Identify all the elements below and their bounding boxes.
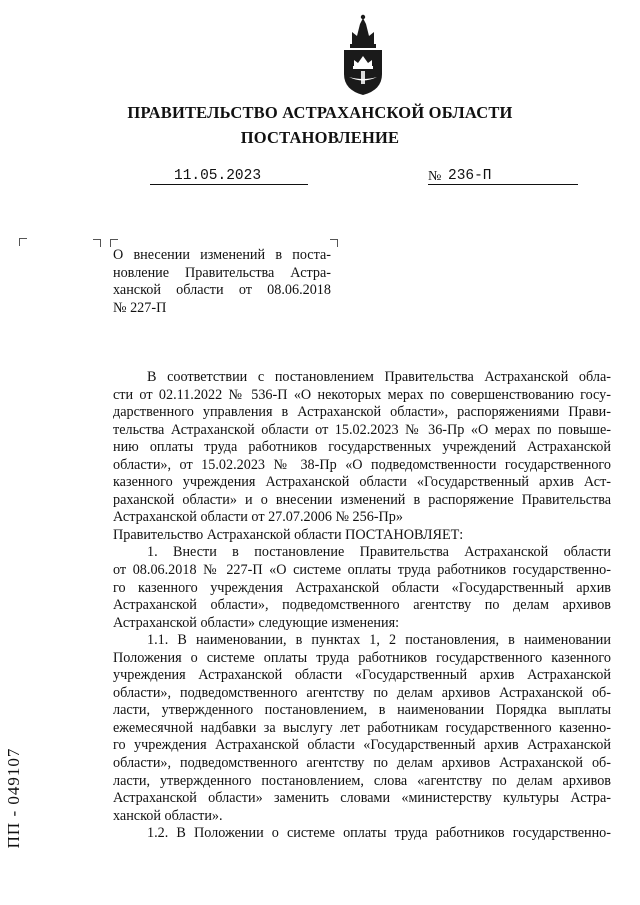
body-line: казенного учреждения Астраханской области «Государственный архив Аст- bbox=[113, 474, 611, 491]
body-line: области», подведомственного агентству по делам архивов Астраханской об- bbox=[113, 684, 611, 701]
side-serial-number bbox=[0, 728, 28, 868]
subject-line: О внесении изменений в поста- bbox=[113, 247, 331, 263]
number-underline bbox=[428, 184, 578, 185]
corner-mark bbox=[330, 239, 338, 247]
body-line: Астраханской области» заменить словами «министерству культуры Астра- bbox=[113, 790, 611, 807]
document-date: 11.05.2023 bbox=[174, 168, 262, 184]
body-line: го казенного учреждения Астраханской области «Государственный архив bbox=[113, 579, 611, 596]
corner-mark bbox=[19, 238, 27, 246]
number-label: № bbox=[428, 169, 442, 184]
body-line: 1. Внести в постановление Правительства Астраханской области bbox=[147, 544, 611, 561]
subject-line: ханской области от 08.06.2018 bbox=[113, 282, 331, 299]
body-line: Астраханской области», подведомственного агентству по делам архивов bbox=[113, 597, 611, 614]
body-line: го учреждения Астраханской области «Государственный архив Астраханской bbox=[113, 737, 611, 754]
document-number: 236-П bbox=[448, 168, 492, 184]
body-line: области», подведомственного агентству по делам архивов Астраханской об- bbox=[113, 755, 611, 772]
body-line: Положения о системе оплаты труда работников государственного казенного bbox=[113, 649, 611, 666]
body-line: 1.1. В наименовании, в пунктах 1, 2 постановления, в наименовании bbox=[147, 632, 611, 649]
body-line: ласти, утвержденного постановлением, в наименовании Порядка выплаты bbox=[113, 702, 611, 719]
body-line: сти от 02.11.2022 № 536-П «О некоторых мерах по совершенствованию госу- bbox=[113, 386, 611, 403]
coat-of-arms-emblem bbox=[340, 14, 386, 96]
body-line: тельства Астраханской области от 15.02.2023 № 36-Пр «О мерах по повыше- bbox=[113, 421, 611, 438]
body-line: ласти, утвержденного постановлением, слова «агентству по делам архивов bbox=[113, 772, 611, 789]
body-line: Правительство Астраханской области ПОСТАНОВЛЯЕТ: bbox=[113, 526, 464, 543]
body-line: от 08.06.2018 № 227-П «О системе оплаты труда работников государственно- bbox=[113, 562, 611, 579]
body-line: раханской области» и о внесении изменений в распоряжение Правительства bbox=[113, 491, 611, 508]
serial-text: ПП - 049107 bbox=[4, 747, 23, 849]
corner-mark bbox=[93, 239, 101, 247]
body-line: учреждения Астраханской области «Государственный архив Астраханской bbox=[113, 667, 611, 684]
government-title: ПРАВИТЕЛЬСТВО АСТРАХАНСКОЙ ОБЛАСТИ bbox=[127, 103, 513, 122]
body-line: ежемесячной надбавки за выслугу лет работникам государственного казенно- bbox=[113, 719, 611, 736]
body-line: дарственного управления в Астраханской области», распоряжениями Прави- bbox=[113, 404, 611, 421]
body-line: Астраханской области» следующие изменения: bbox=[113, 614, 400, 631]
body-line: области», от 15.02.2023 № 38-Пр «О подведомственности государственного bbox=[113, 456, 611, 473]
body-line: Астраханской области от 27.07.2006 № 256-Пр» bbox=[113, 509, 403, 526]
body-line: В соответствии с постановлением Правительства Астраханской обла- bbox=[147, 369, 611, 385]
document-body bbox=[113, 369, 611, 843]
subject-line: № 227-П bbox=[113, 300, 167, 317]
body-line: ханской области». bbox=[113, 807, 223, 824]
document-subject bbox=[113, 247, 331, 318]
corner-mark bbox=[110, 239, 118, 247]
body-line: нию оплаты труда работников государственных учреждений Астраханской bbox=[113, 439, 611, 456]
subject-line: новление Правительства Астра- bbox=[113, 264, 331, 281]
date-underline bbox=[150, 184, 308, 185]
body-line: 1.2. В Положении о системе оплаты труда работников государственно- bbox=[147, 825, 611, 842]
document-type-title: ПОСТАНОВЛЕНИЕ bbox=[240, 128, 400, 147]
